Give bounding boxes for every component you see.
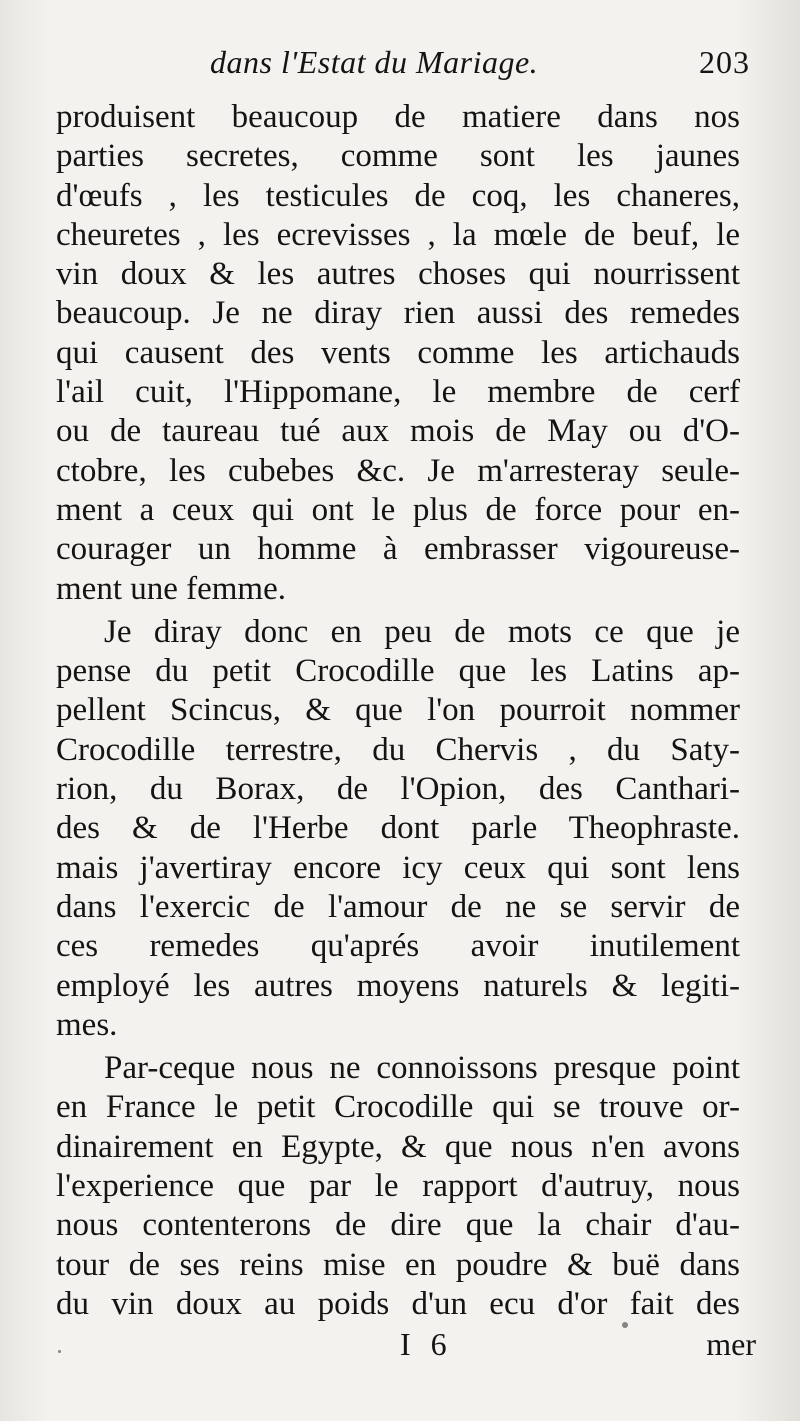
text-line: beaucoup. Je ne diray rien aussi des remedes xyxy=(56,295,740,332)
text-line: rion, du Borax, de l'Opion, des Canthari- xyxy=(56,771,740,808)
text-line: en France le petit Crocodille qui se trouve or- xyxy=(56,1089,740,1126)
text-line: vin doux & les autres choses qui nourrissent xyxy=(56,256,740,293)
text-line: Crocodille terrestre, du Chervis , du Saty- xyxy=(56,731,740,768)
text-line: ment une femme. xyxy=(56,570,287,607)
text-line: pense du petit Crocodille que les Latins ap- xyxy=(56,653,740,690)
ink-speck xyxy=(58,1350,61,1353)
text-line: du vin doux au poids d'un ecu d'or fait des xyxy=(56,1285,740,1322)
catchword: mer xyxy=(706,1326,756,1362)
text-line: mes. xyxy=(56,1006,118,1043)
text-line: ou de taureau tué aux mois de May ou d'O- xyxy=(56,413,740,450)
text-line: ces remedes qu'aprés avoir inutilement xyxy=(56,928,740,965)
text-line: dans l'exercic de l'amour de ne se servir de xyxy=(56,888,740,925)
text-line: ment a ceux qui ont le plus de force pour en- xyxy=(56,491,740,528)
text-line: des & de l'Herbe dont parle Theophraste. xyxy=(56,810,740,847)
page-header xyxy=(210,44,750,88)
text-line: d'œufs , les testicules de coq, les chaneres, xyxy=(56,177,740,214)
text-line: l'ail cuit, l'Hippomane, le membre de cerf xyxy=(56,374,740,411)
text-line: tour de ses reins mise en poudre & buë dans xyxy=(56,1246,740,1283)
text-line: ctobre, les cubebes &c. Je m'arresteray seule- xyxy=(56,452,740,489)
text-line: dinairement en Egypte, & que nous n'en avons xyxy=(56,1128,740,1165)
ink-speck xyxy=(622,1322,628,1328)
text-line: l'experience que par le rapport d'autruy, nous xyxy=(56,1168,740,1205)
page-number: 203 xyxy=(699,44,750,80)
text-line: parties secretes, comme sont les jaunes xyxy=(56,138,740,175)
running-title: dans l'Estat du Mariage. xyxy=(210,44,539,80)
signature-mark: I 6 xyxy=(400,1326,453,1362)
text-line: nous contenterons de dire que la chair d'au- xyxy=(56,1207,740,1244)
text-line: pellent Scincus, & que l'on pourroit nommer xyxy=(56,692,740,729)
text-line: Je diray donc en peu de mots ce que je xyxy=(104,613,740,650)
text-line: courager un homme à embrasser vigoureuse- xyxy=(56,531,740,568)
text-line: mais j'avertiray encore icy ceux qui sont lens xyxy=(56,849,740,886)
text-line: qui causent des vents comme les artichauds xyxy=(56,334,740,371)
paragraph-1 xyxy=(56,98,740,609)
page-footer xyxy=(56,1326,756,1370)
text-line: Par-ceque nous ne connoissons presque point xyxy=(104,1050,740,1087)
body-text xyxy=(56,98,740,1324)
text-line: employé les autres moyens naturels & legiti- xyxy=(56,967,740,1004)
text-line: produisent beaucoup de matiere dans nos xyxy=(56,99,740,135)
paragraph-2 xyxy=(56,613,740,1045)
text-line: cheuretes , les ecrevisses , la mœle de beuf, le xyxy=(56,216,740,253)
paragraph-3 xyxy=(56,1049,740,1324)
